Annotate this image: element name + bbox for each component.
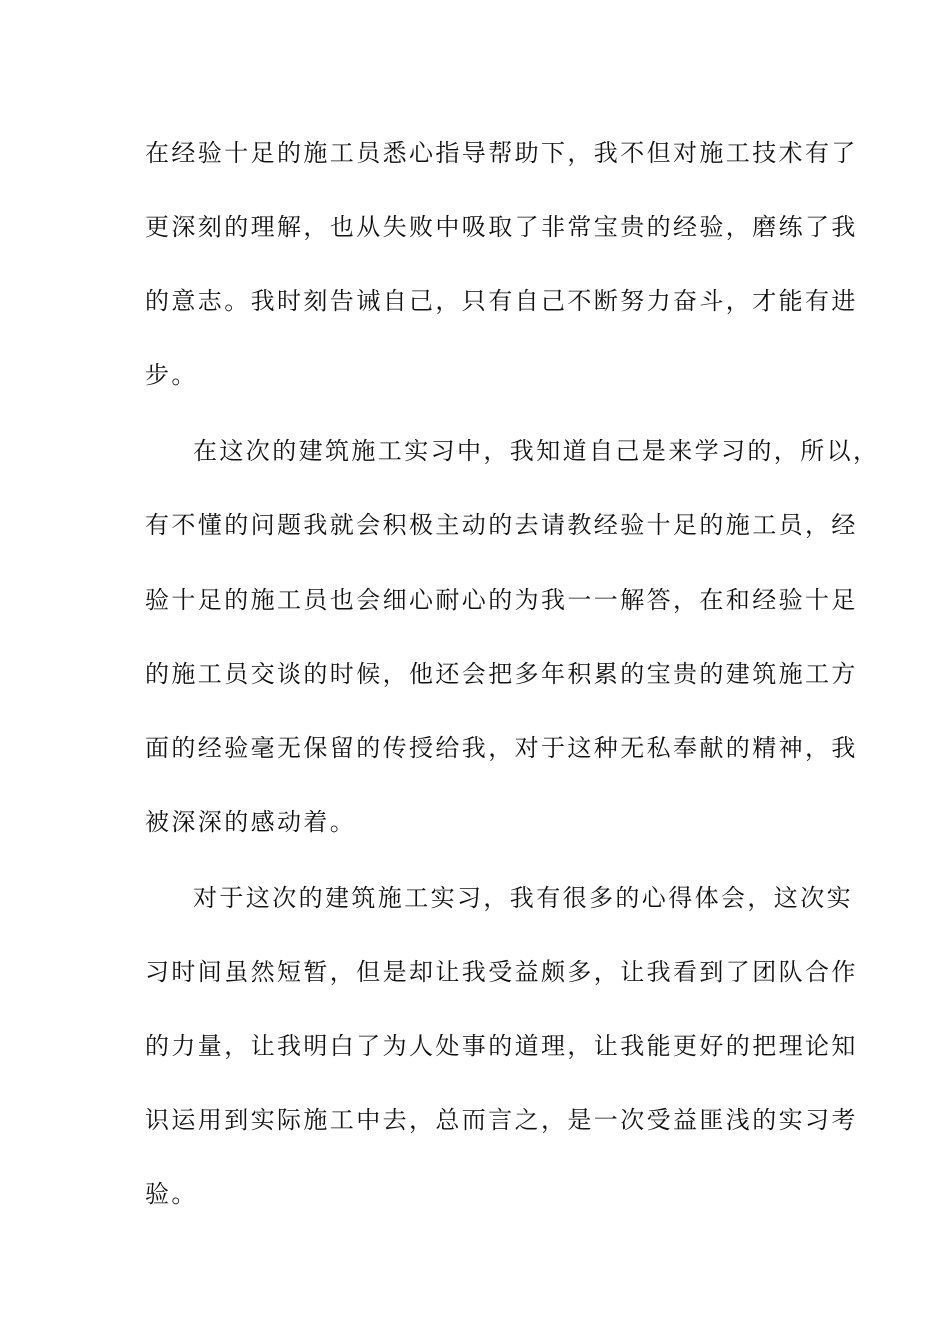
paragraph-line: 识运用到实际施工中去，总而言之，是一次受益匪浅的实习考 [145, 1106, 858, 1134]
paragraph-line: 的意志。我时刻告诫自己，只有自己不断努力奋斗，才能有进 [145, 287, 858, 315]
paragraph-line: 习时间虽然短暂，但是却让我受益颇多，让我看到了团队合作 [145, 958, 858, 986]
paragraph-line: 验。 [145, 1180, 198, 1208]
paragraph-line: 面的经验毫无保留的传授给我，对于这种无私奉献的精神，我 [145, 734, 858, 762]
paragraph-line: 的施工员交谈的时候，他还会把多年积累的宝贵的建筑施工方 [145, 660, 858, 688]
paragraph-line: 被深深的感动着。 [145, 808, 357, 836]
paragraph-line: 在这次的建筑施工实习中，我知道自己是来学习的，所以， [193, 437, 880, 465]
paragraph-line: 在经验十足的施工员悉心指导帮助下，我不但对施工技术有了 [145, 139, 858, 167]
paragraph-line: 的力量，让我明白了为人处事的道理，让我能更好的把理论知 [145, 1032, 858, 1060]
paragraph-line: 有不懂的问题我就会积极主动的去请教经验十足的施工员，经 [145, 511, 858, 539]
paragraph-line: 验十足的施工员也会细心耐心的为我一一解答，在和经验十足 [145, 586, 858, 614]
paragraph-line: 步。 [145, 361, 198, 389]
paragraph-line: 更深刻的理解，也从失败中吸取了非常宝贵的经验，磨练了我 [145, 213, 858, 241]
paragraph-line: 对于这次的建筑施工实习，我有很多的心得体会，这次实 [193, 884, 853, 912]
